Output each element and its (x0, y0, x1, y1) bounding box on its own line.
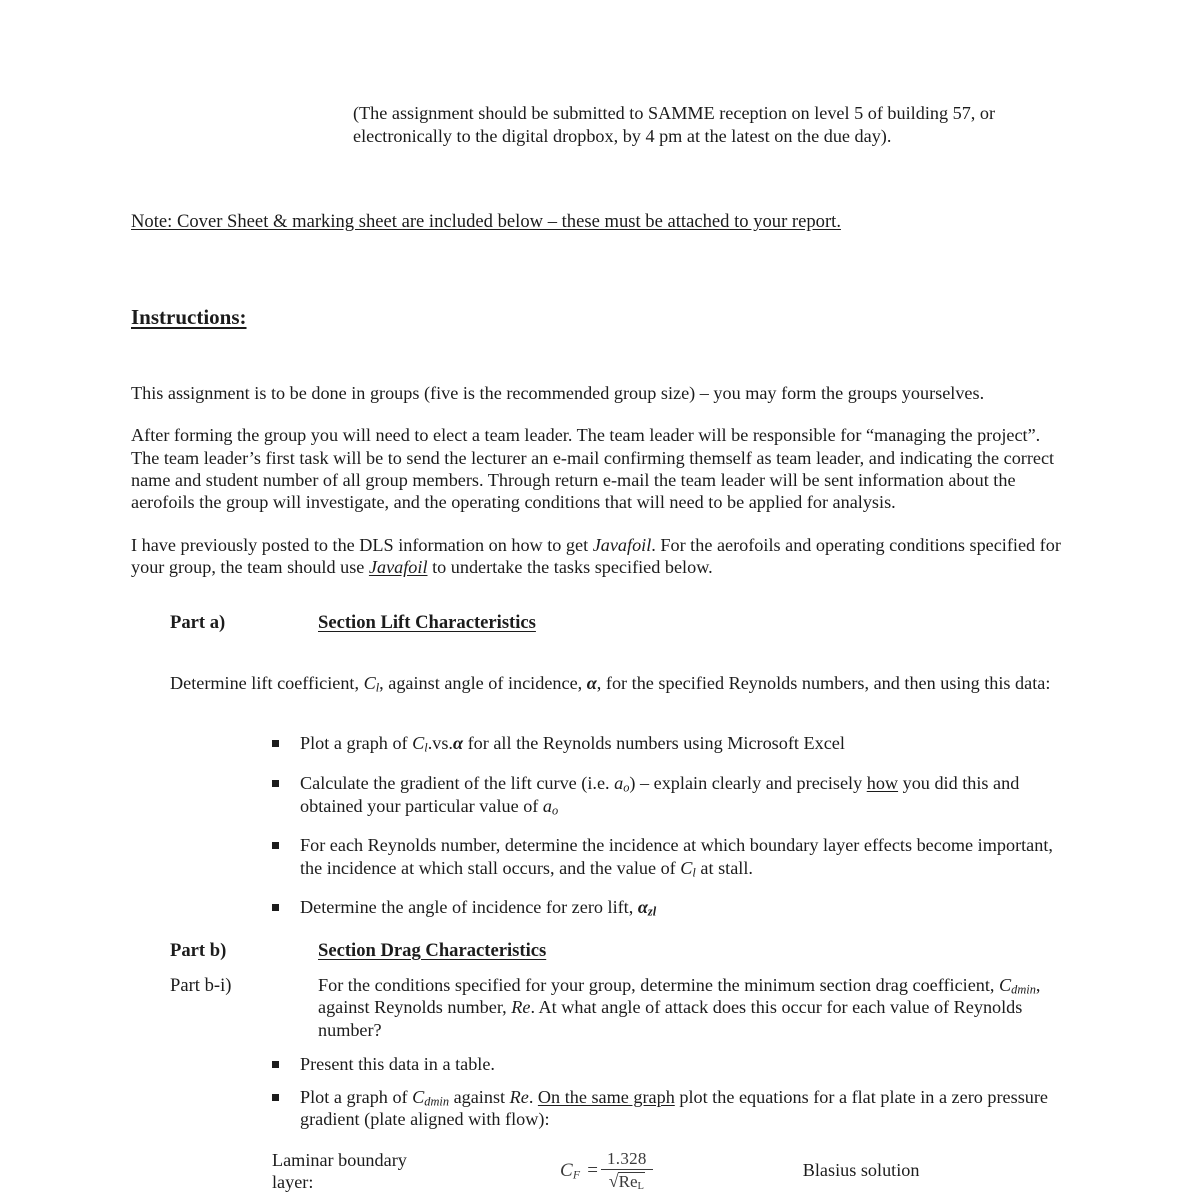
cf-formula (560, 1150, 653, 1193)
bullet-b2-b: against (449, 1086, 510, 1107)
javafoil-italic-1: Javafoil (592, 534, 652, 555)
bullet-a2-a: Calculate the gradient of the lift curve (i.e. (300, 772, 615, 793)
javafoil-text-c: to undertake the tasks specified below. (427, 557, 713, 578)
part-b-i-body (318, 974, 1067, 1041)
part-a-lead-b: , against angle of incidence, (379, 672, 587, 693)
bullet-a3-a: For each Reynolds number, determine the incidence at which boundary layer effects become important, the incidence at which stall occurs, and the value of (300, 835, 1053, 878)
formula-equals: = (587, 1159, 598, 1181)
formula-re-l: $Re_L$ (618, 1171, 644, 1192)
instructions-heading: Instructions: (131, 304, 247, 329)
symbol-cl: $C_l$ (412, 733, 428, 756)
square-bullet-icon (272, 1061, 279, 1068)
bullet-b1: Present this data in a table. (300, 1054, 495, 1075)
symbol-cdmin: $C_{dmin}$ (412, 1086, 450, 1109)
part-b-i-text-a: For the conditions specified for your group, determine the minimum section drag coefficient, (318, 974, 1000, 995)
part-a-lead-paragraph (170, 672, 1067, 694)
list-item (272, 834, 1067, 879)
list-item (272, 1053, 1067, 1076)
bullet-b2-same-graph: On the same graph (537, 1086, 675, 1107)
javafoil-paragraph (131, 534, 1067, 579)
bullet-a3-b: at stall. (695, 857, 753, 878)
square-bullet-icon (272, 740, 279, 747)
part-a-lead-c: , for the specified Reynolds numbers, and then using this data: (596, 672, 1051, 693)
bullet-a4-a: Determine the angle of incidence for zero lift, (300, 897, 638, 918)
javafoil-italic-underline-2: Javafoil (368, 557, 428, 578)
square-bullet-icon (272, 1094, 279, 1101)
part-b-title: Section Drag Characteristics (318, 939, 547, 961)
blasius-solution-note: Blasius solution (802, 1160, 920, 1181)
groups-paragraph: This assignment is to be done in groups (five is the recommended group size) – you may form the groups yourselves. (131, 382, 985, 403)
symbol-re: Re (509, 1086, 529, 1107)
bullet-b2-a: Plot a graph of (300, 1086, 413, 1107)
formula-fraction (601, 1150, 653, 1193)
symbol-alpha: α (586, 672, 597, 693)
bullet-a2-how: how (866, 772, 899, 793)
radical-icon: √ (608, 1170, 619, 1191)
part-b-label: Part b) (170, 939, 227, 961)
symbol-a0: $a_o$ (542, 795, 559, 818)
symbol-re: Re (511, 997, 531, 1018)
cover-sheet-note: Note: Cover Sheet & marking sheet are included below – these must be attached to your report. (131, 211, 841, 233)
part-b-bullet-list (131, 1053, 1067, 1131)
bullet-a1-b: .vs. (427, 733, 453, 754)
square-bullet-icon (272, 842, 279, 849)
part-b-heading-row (170, 939, 1067, 962)
javafoil-text-b: . For the aerofoils and operating conditions specified for your group, the team should use (131, 534, 1061, 578)
document-content (131, 84, 1067, 1193)
part-b-i-text-c: . At what angle of attack does this occur for each value of Reynolds number? (318, 997, 1023, 1040)
list-item (272, 772, 1067, 817)
list-item (272, 896, 1067, 919)
symbol-a0: $a_o$ (614, 772, 630, 795)
symbol-cl: $C_l$ (680, 857, 696, 880)
symbol-cdmin: $C_{dmin}$ (999, 974, 1036, 997)
bullet-b2-c: . (528, 1086, 538, 1107)
part-a-heading-row (170, 611, 1067, 634)
formula-numerator: 1.328 (606, 1148, 647, 1168)
part-a-label: Part a) (170, 611, 226, 633)
part-b-i-label: Part b-i) (170, 974, 232, 996)
part-a-lead-a: Determine lift coefficient, (170, 672, 364, 693)
part-b-i-text-b: , against Reynolds number, (318, 974, 1041, 1018)
javafoil-text-a: I have previously posted to the DLS information on how to get (131, 534, 593, 555)
bullet-a1-c: for all the Reynolds numbers using Microsoft Excel (463, 733, 845, 754)
square-bullet-icon (272, 904, 279, 911)
symbol-alpha-zl: $\alpha_{zl}$ (637, 897, 657, 920)
bullet-b2-d: plot the equations for a flat plate in a zero pressure gradient (plate aligned with flow): (300, 1086, 1049, 1130)
symbol-cl: $C_l$ (363, 672, 380, 695)
part-a-bullet-list (131, 732, 1067, 919)
formula-label: Laminar boundary layer: (272, 1149, 407, 1192)
laminar-formula-row (272, 1149, 1067, 1193)
list-item (272, 1086, 1067, 1131)
symbol-alpha: α (452, 733, 464, 754)
formula-denominator (603, 1170, 651, 1193)
bullet-a2-c: you did this and obtained your particular value of (300, 772, 1020, 816)
team-leader-paragraph: After forming the group you will need to elect a team leader. The team leader will be responsible for “managing the project”. The team leader’s first task will be to send the lecturer an e-mail confirming themself as team leader, and indicating the correct name and student number of all group members. Through return e-mail the team leader will be sent information about the aerofoils the group will investigate, and the operating conditions that will need to be applied for analysis. (131, 425, 1055, 513)
bullet-a1-a: Plot a graph of (300, 733, 413, 754)
square-bullet-icon (272, 780, 279, 787)
part-b-i-row (170, 974, 1067, 1041)
formula-lhs: $C_F$ (560, 1159, 581, 1182)
part-a-title: Section Lift Characteristics (318, 611, 536, 633)
intro-note-paragraph: (The assignment should be submitted to SAMME reception on level 5 of building 57, or electronically to the digital dropbox, by 4 pm at the latest on the due day). (353, 103, 996, 146)
list-item (272, 732, 1067, 755)
bullet-a2-b: ) – explain clearly and precisely (629, 772, 867, 793)
